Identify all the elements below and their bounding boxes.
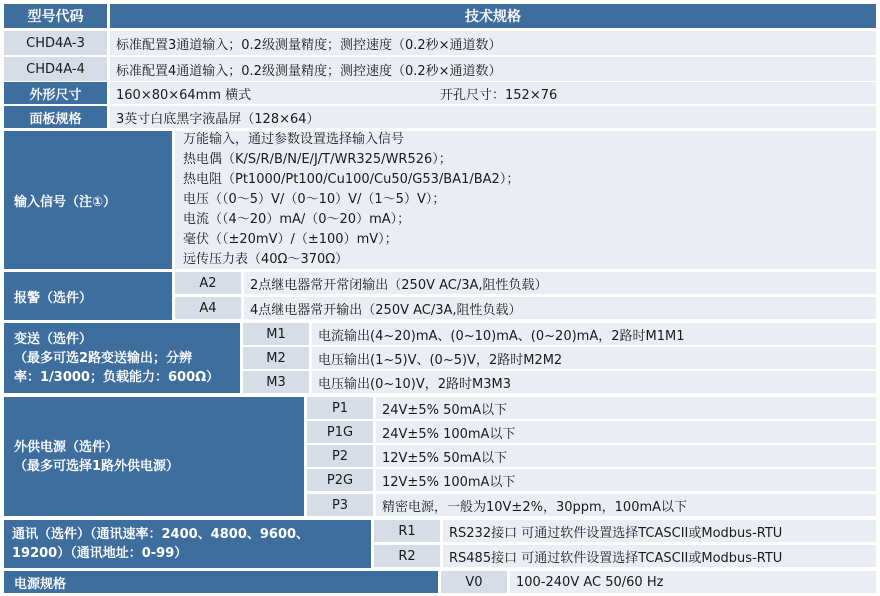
header-tech-spec: 技术规格	[110, 4, 876, 28]
input-lines	[175, 131, 876, 269]
transmit-label-line-0: 变送（选件）	[14, 331, 93, 347]
model-code-chd4a-4: CHD4A-4	[4, 57, 107, 81]
comm-label-line-1: 19200）（通讯地址：0-99）	[12, 546, 188, 561]
input-line-1: 热电偶（K/S/R/B/N/E/J/T/WR325/WR526）；	[183, 152, 452, 167]
comm-desc-r2: RS485接口 可通过软件设置选择TCASCII或Modbus-RTU	[443, 545, 876, 567]
alarm-code-a2: A2	[175, 272, 241, 294]
alarm-label: 报警（选件）	[4, 272, 172, 320]
power-out-label-line-0: 外供电源（选件）	[14, 439, 119, 455]
power-out-desc-p3: 精密电源，一般为10V±2%，30ppm，100mA以下	[376, 494, 876, 516]
dimensions-cutout: 开孔尺寸：152×76	[440, 87, 558, 103]
power-out-desc-p2: 12V±5% 50mA以下	[376, 445, 876, 467]
dimensions-size: 160×80×64mm 横式	[116, 87, 252, 103]
power-out-code-p2g: P2G	[307, 469, 373, 491]
comm-code-r1: R1	[374, 520, 440, 542]
power-out-code-p3: P3	[307, 494, 373, 516]
transmit-desc-m3: 电压输出(0~10)V，2路时M3M3	[312, 371, 876, 393]
panel-value: 3英寸白底黑字液晶屏（128×64）	[110, 106, 876, 128]
supply-desc: 100-240V AC 50/60 Hz	[510, 571, 876, 593]
transmit-label-line-2: 率：1/3000；负载能力：600Ω）	[14, 369, 220, 385]
input-line-6: 远传压力表（40Ω～370Ω）	[183, 252, 349, 267]
transmit-label-line-1: （最多可选2路变送输出；分辨	[14, 350, 193, 366]
alarm-desc-a4: 4点继电器常开输出（250V AC/3A,阻性负载）	[244, 297, 876, 319]
input-line-3: 电压（（0～5）V/（0～10）V/（1～5）V）；	[183, 192, 446, 207]
model-code-chd4a-3: CHD4A-3	[4, 31, 107, 55]
input-label: 输入信号（注①）	[4, 131, 172, 269]
comm-desc-r1: RS232接口 可通过软件设置选择TCASCII或Modbus-RTU	[443, 520, 876, 542]
transmit-code-m3: M3	[243, 371, 309, 393]
input-line-5: 毫伏（（±20mV）/（±100）mV）；	[183, 232, 398, 247]
power-out-code-p1g: P1G	[307, 421, 373, 443]
alarm-desc-a2: 2点继电器常开常闭输出（250V AC/3A,阻性负载）	[244, 272, 876, 294]
transmit-code-m1: M1	[243, 323, 309, 345]
power-out-desc-p1g: 24V±5% 100mA以下	[376, 421, 876, 443]
dimensions-label: 外形尺寸	[4, 82, 107, 104]
comm-code-r2: R2	[374, 545, 440, 567]
model-desc-chd4a-4: 标准配置4通道输入；0.2级测量精度；测控速度（0.2秒×通道数）	[110, 57, 876, 81]
transmit-desc-m2: 电压输出(1~5)V、(0~5)V，2路时M2M2	[312, 347, 876, 369]
comm-label	[4, 520, 371, 568]
supply-code-v0: V0	[441, 571, 507, 593]
power-out-code-p1: P1	[307, 397, 373, 419]
model-desc-chd4a-3: 标准配置3通道输入；0.2级测量精度；测控速度（0.2秒×通道数）	[110, 31, 876, 55]
power-out-desc-p2g: 12V±5% 100mA以下	[376, 469, 876, 491]
supply-label: 电源规格	[4, 571, 438, 593]
transmit-label	[4, 323, 240, 393]
panel-label: 面板规格	[4, 106, 107, 128]
power-out-desc-p1: 24V±5% 50mA以下	[376, 397, 876, 419]
transmit-code-m2: M2	[243, 347, 309, 369]
alarm-code-a4: A4	[175, 297, 241, 319]
input-line-2: 热电阻（Pt1000/Pt100/Cu100/Cu50/G53/BA1/BA2）；	[183, 172, 520, 187]
input-line-0: 万能输入，通过参数设置选择输入信号	[183, 132, 405, 147]
power-out-label	[4, 397, 304, 516]
power-out-label-line-1: （最多可选择1路外供电源）	[14, 458, 180, 474]
dimensions-row	[110, 82, 876, 104]
power-out-code-p2: P2	[307, 445, 373, 467]
transmit-desc-m1: 电流输出(4~20)mA、(0~10)mA、(0~20)mA，2路时M1M1	[312, 323, 876, 345]
comm-label-line-0: 通讯（选件）（通讯速率：2400、4800、9600、	[12, 527, 310, 542]
header-model-code: 型号代码	[4, 4, 107, 28]
input-line-4: 电流（（4～20）mA/（0～20）mA）；	[183, 212, 411, 227]
